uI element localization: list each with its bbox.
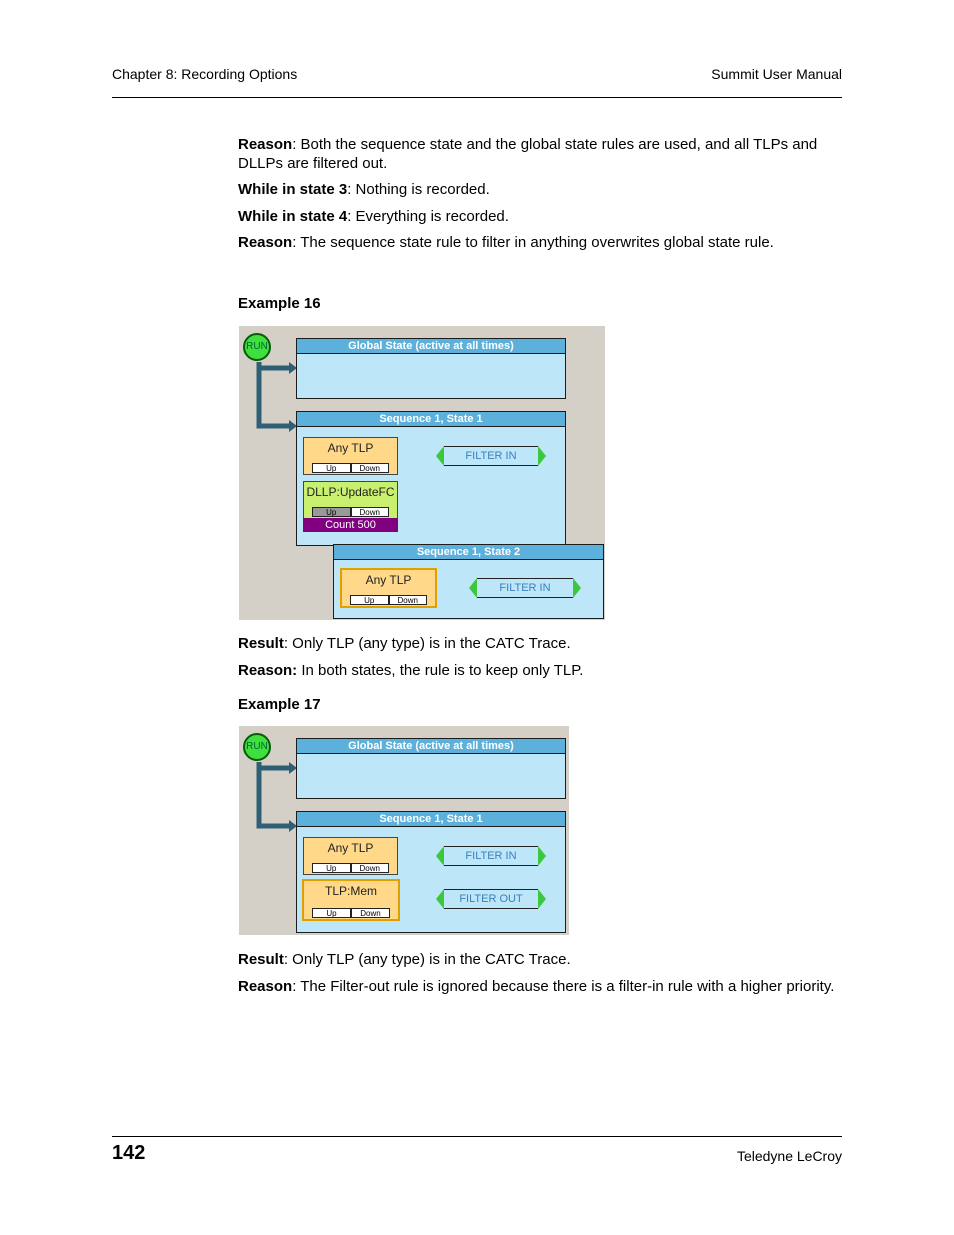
tlp-mem-block[interactable]: [302, 879, 400, 921]
panel-title: Sequence 1, State 2: [334, 545, 603, 560]
global-state-panel: [296, 738, 566, 799]
run-button[interactable]: RUN: [243, 333, 271, 361]
up-down-buttons: [312, 507, 389, 517]
example-16-diagram: [239, 326, 605, 620]
header-rule: [112, 97, 842, 98]
reason-paragraph: Reason: Both the sequence state and the global state rules are used, and all TLPs and DLLPs are filtered out.: [238, 136, 818, 172]
up-button[interactable]: Up: [312, 863, 351, 873]
dllp-updatefc-block[interactable]: [303, 481, 398, 531]
up-down-buttons: [312, 463, 389, 473]
up-button[interactable]: Up: [312, 507, 351, 517]
block-label: Any TLP: [327, 841, 374, 855]
down-button[interactable]: Down: [351, 463, 390, 473]
filter-in-action[interactable]: [436, 446, 546, 466]
filter-in-action[interactable]: [469, 578, 581, 598]
down-button[interactable]: Down: [389, 595, 428, 605]
down-button[interactable]: Down: [351, 507, 390, 517]
example-17-diagram: [239, 726, 569, 935]
panel-title: Global State (active at all times): [297, 339, 565, 354]
footer-rule: [112, 1136, 842, 1137]
example-16-heading: Example 16: [238, 295, 321, 312]
reason-paragraph: Reason: The Filter-out rule is ignored because there is a filter-in rule with a higher priority.: [238, 978, 835, 995]
reason-paragraph: Reason: In both states, the rule is to keep only TLP.: [238, 662, 584, 679]
any-tlp-block[interactable]: [303, 837, 398, 875]
up-down-buttons: [312, 908, 390, 918]
run-button[interactable]: RUN: [243, 733, 271, 761]
filter-label: FILTER IN: [444, 846, 538, 866]
panel-title: Global State (active at all times): [297, 739, 565, 754]
block-label: TLP:Mem: [324, 884, 377, 898]
result-paragraph: Result: Only TLP (any type) is in the CATC Trace.: [238, 635, 571, 652]
up-button[interactable]: Up: [312, 908, 351, 918]
filter-out-action[interactable]: [436, 889, 546, 909]
chapter-header: Chapter 8: Recording Options: [112, 66, 298, 82]
global-state-panel: [296, 338, 566, 399]
filter-label: FILTER IN: [477, 578, 573, 598]
up-button[interactable]: Up: [350, 595, 389, 605]
filter-in-action[interactable]: [436, 846, 546, 866]
up-down-buttons: [312, 863, 389, 873]
filter-label: FILTER IN: [444, 446, 538, 466]
page-number: 142: [112, 1142, 146, 1164]
panel-title: Sequence 1, State 1: [297, 412, 565, 427]
example-17-heading: Example 17: [238, 696, 321, 713]
state4-paragraph: While in state 4: Everything is recorded.: [238, 208, 509, 225]
up-button[interactable]: Up: [312, 463, 351, 473]
filter-label: FILTER OUT: [444, 889, 538, 909]
block-label: Any TLP: [365, 573, 412, 587]
reason-paragraph: Reason: The sequence state rule to filter in anything overwrites global state rule.: [238, 234, 774, 251]
result-paragraph: Result: Only TLP (any type) is in the CATC Trace.: [238, 951, 571, 968]
any-tlp-block[interactable]: [303, 437, 398, 475]
block-label: Any TLP: [327, 441, 374, 455]
block-label: DLLP:UpdateFC: [306, 485, 395, 499]
state3-paragraph: While in state 3: Nothing is recorded.: [238, 181, 490, 198]
company-name: Teledyne LeCroy: [736, 1148, 842, 1164]
up-down-buttons: [350, 595, 427, 605]
manual-title: Summit User Manual: [711, 66, 842, 82]
panel-title: Sequence 1, State 1: [297, 812, 565, 827]
any-tlp-block[interactable]: [340, 568, 437, 608]
count-badge: Count 500: [303, 518, 398, 532]
down-button[interactable]: Down: [351, 863, 390, 873]
down-button[interactable]: Down: [351, 908, 390, 918]
